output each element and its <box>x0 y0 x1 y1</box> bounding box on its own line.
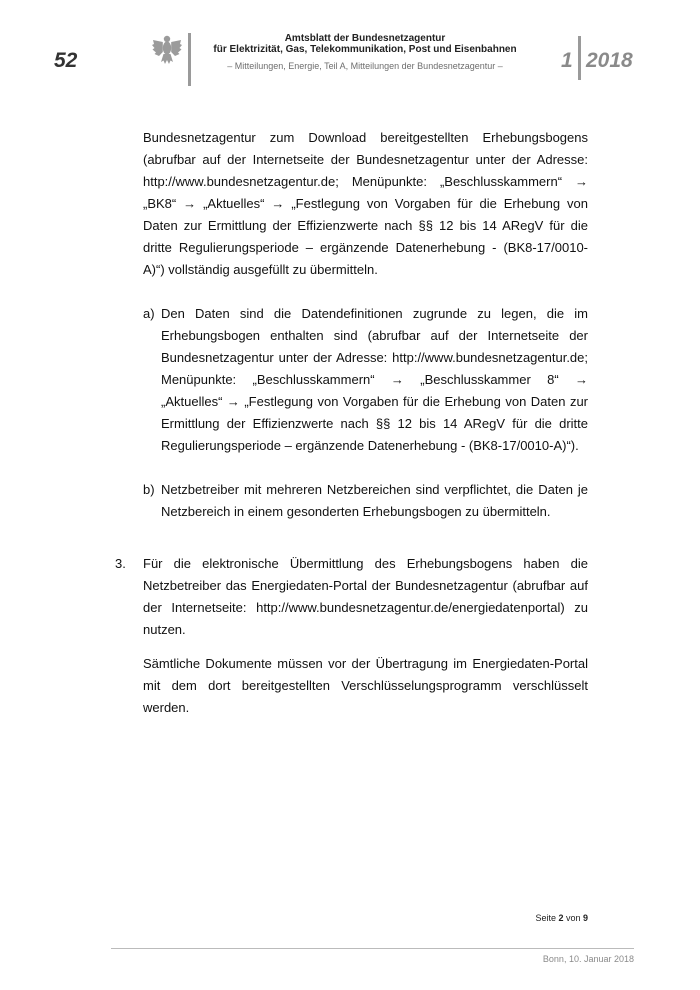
current-page: 2 <box>558 913 564 923</box>
list-item <box>143 303 588 457</box>
header-divider <box>188 33 191 86</box>
masthead-title-line-2: für Elektrizität, Gas, Telekommunikation, Post und Eisenbahnen <box>213 44 517 55</box>
total-pages: 9 <box>582 913 588 923</box>
list-item <box>143 479 588 523</box>
issue-divider <box>578 36 581 80</box>
issue-year: 2018 <box>586 49 633 72</box>
section-number: 3. <box>115 556 126 571</box>
federal-eagle-icon <box>150 33 184 67</box>
intro-paragraph: Bundesnetzagentur zum Download bereitgestellten Erhebungsbogens (abrufbar auf der Internetseite der Bundesnetzagentur unter der Adresse: http://www.bundesnetzagentur.de; Menüpunkte: „Beschlusskammern“ → „BK8“ → „Aktuelles“ → „Festlegung von Vorgaben für die Erhebung von Daten zur Ermittlung der Effizienzwerte nach §§ 12 bis 14 ARegV für die dritte Regulierungsperiode – ergänzende Datenerhebung - (BK8-17/0010-A)“) vollständig ausgefüllt zu übermitteln. <box>143 130 588 277</box>
page-prefix: Seite <box>535 913 559 923</box>
page-number: 52 <box>54 49 78 72</box>
list-item-text: Netzbetreiber mit mehreren Netzbereichen sind verpflichtet, die Daten je Netzbereich in einem gesonderten Erhebungsbogen zu übermitteln. <box>161 482 588 519</box>
section-3-paragraph-2: Sämtliche Dokumente müssen vor der Übertragung im Energiedaten-Portal mit dem dort bereitgestellten Verschlüsselungsprogramm verschlüsselt werden. <box>143 656 588 715</box>
page-indicator <box>460 913 588 923</box>
masthead <box>196 33 534 72</box>
list-item-label: b) <box>143 482 155 497</box>
issue-number: 1 <box>561 49 573 72</box>
masthead-subtitle: – Mitteilungen, Energie, Teil A, Mitteilungen der Bundesnetzagentur – <box>227 61 503 71</box>
list-item-text: Den Daten sind die Datendefinitionen zugrunde zu legen, die im Erhebungsbogen enthalten sind (abrufbar auf der Internetseite der Bundesnetzagentur unter der Adresse: http://www.bundesnetzagentur.de; Menüpunkte: „Beschlusskammern“ → „Beschlusskammer 8“ → „Aktuelles“ → „Festlegung von Vorgaben für die Erhebung von Daten zur Ermittlung der Effizienzwerte nach §§ 12 bis 14 ARegV für die dritte Regulierungsperiode – ergänzende Datenerhebung - (BK8-17/0010-A)“). <box>161 306 588 453</box>
footer-divider <box>111 948 634 949</box>
section-3 <box>115 553 588 719</box>
document-body <box>143 127 588 523</box>
masthead-title: Amtsblatt der Bundesnetzagentur <box>284 33 446 44</box>
place-date: Bonn, 10. Januar 2018 <box>542 954 634 964</box>
section-3-paragraph-1: Für die elektronische Übermittlung des Erhebungsbogens haben die Netzbetreiber das Energiedaten-Portal der Bundesnetzagentur (abrufbar auf der Internetseite: http://www.bundesnetzagentur.de/energiedatenportal) zu nutzen. <box>143 556 588 637</box>
page-separator: von <box>563 913 583 923</box>
list-item-label: a) <box>143 306 155 321</box>
